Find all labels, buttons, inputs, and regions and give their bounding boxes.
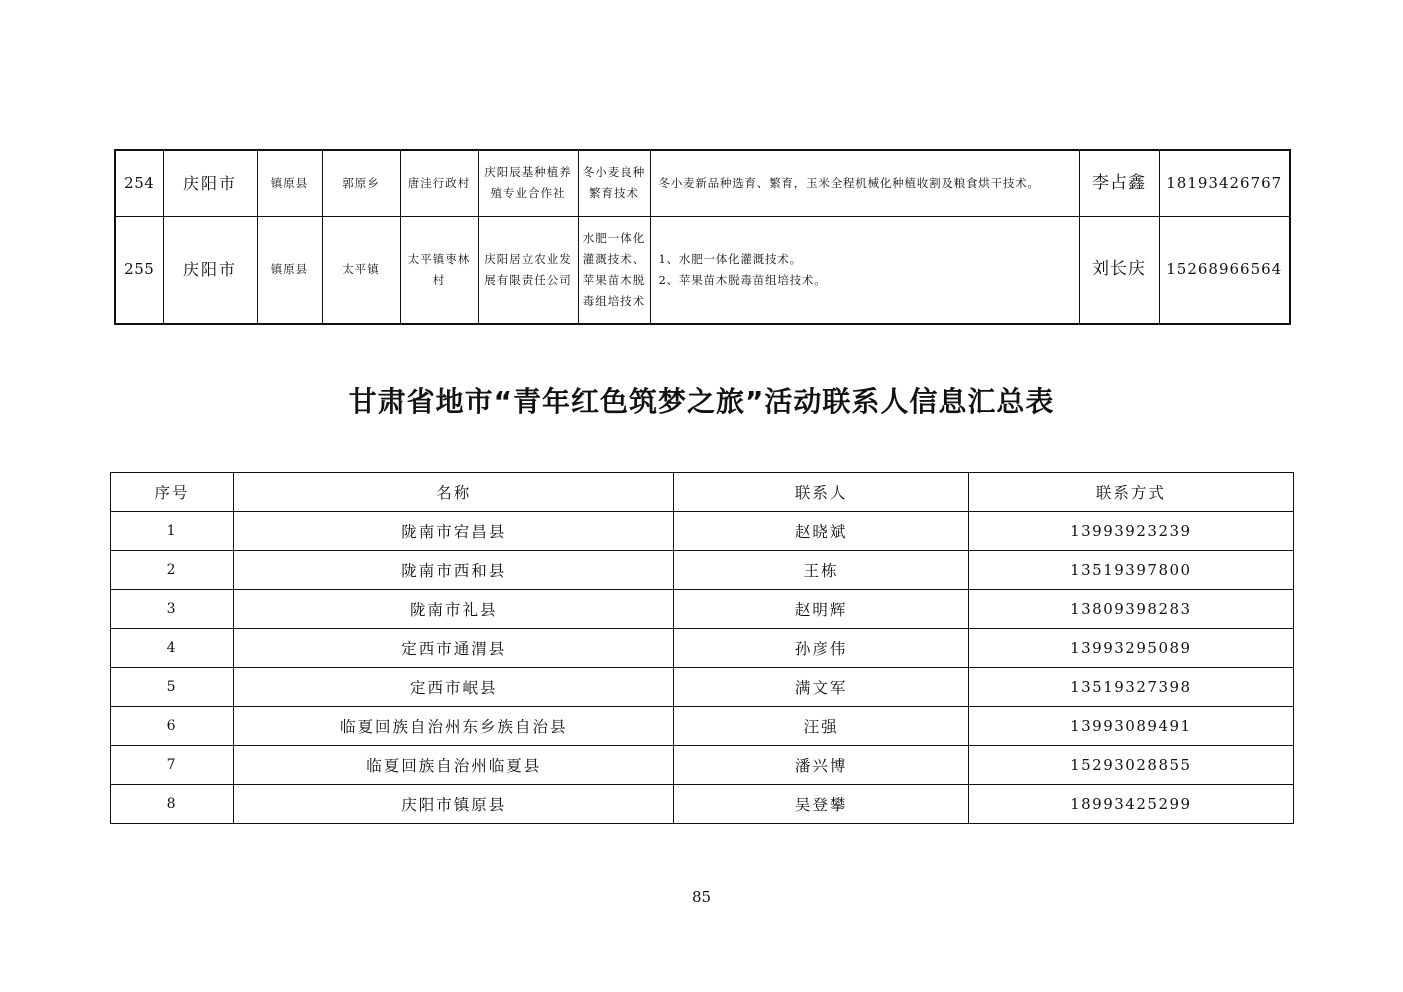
header-seq: 序号 [111,473,234,512]
seq-cell: 7 [111,746,234,785]
name-cell: 临夏回族自治州临夏县 [234,746,674,785]
seq-cell: 4 [111,629,234,668]
table-row [111,551,1294,590]
contact-cell: 孙彦伟 [674,629,968,668]
county-cell: 镇原县 [257,150,322,216]
page-number: 85 [691,888,712,906]
seq-cell: 3 [111,590,234,629]
county-cell: 镇原县 [257,216,322,324]
phone-cell: 18993425299 [968,785,1293,824]
name-cell: 定西市通渭县 [234,629,674,668]
phone-cell: 13993295089 [968,629,1293,668]
technology-cell: 水肥一体化灌溉技术、苹果苗木脱毒组培技术 [578,216,650,324]
name-cell: 陇南市礼县 [234,590,674,629]
seq-cell: 5 [111,668,234,707]
contact-person-cell: 李占鑫 [1079,150,1159,216]
phone-cell: 15293028855 [968,746,1293,785]
organization-cell: 庆阳居立农业发展有限责任公司 [478,216,578,324]
description-cell [650,150,1079,216]
document-title: 甘肃省地市“青年红色筑梦之旅”活动联系人信息汇总表 [348,385,1055,418]
name-cell: 陇南市西和县 [234,551,674,590]
name-cell: 定西市岷县 [234,668,674,707]
phone-cell: 13519327398 [968,668,1293,707]
name-cell: 临夏回族自治州东乡族自治县 [234,707,674,746]
table-row [111,629,1294,668]
table-row [115,150,1290,216]
city-cell: 庆阳市 [163,216,257,324]
phone-cell: 18193426767 [1159,150,1290,216]
description-cell [650,216,1079,324]
description-line: 2、苹果苗木脱毒苗组培技术。 [658,272,827,287]
name-cell: 陇南市宕昌县 [234,512,674,551]
header-name: 名称 [234,473,674,512]
seq-cell: 1 [111,512,234,551]
contact-cell: 满文军 [674,668,968,707]
header-phone: 联系方式 [968,473,1293,512]
project-table [114,149,1291,325]
contact-cell: 汪强 [674,707,968,746]
city-cell: 庆阳市 [163,150,257,216]
contact-cell: 潘兴博 [674,746,968,785]
phone-cell: 15268966564 [1159,216,1290,324]
header-contact: 联系人 [674,473,968,512]
town-cell: 郭原乡 [322,150,400,216]
row-number: 254 [115,150,163,216]
seq-cell: 2 [111,551,234,590]
table-header-row [111,473,1294,512]
row-number: 255 [115,216,163,324]
contact-summary-table [110,472,1294,824]
seq-cell: 6 [111,707,234,746]
description-line: 冬小麦新品种选育、繁育，玉米全程机械化种植收割及粮食烘干技术。 [658,175,1040,190]
table-row [111,590,1294,629]
table-row [111,746,1294,785]
contact-cell: 王栋 [674,551,968,590]
phone-cell: 13993089491 [968,707,1293,746]
table-row [111,707,1294,746]
table-row [111,785,1294,824]
phone-cell: 13809398283 [968,590,1293,629]
table-row [115,216,1290,324]
table-row [111,668,1294,707]
village-cell: 唐洼行政村 [400,150,478,216]
contact-person-cell: 刘长庆 [1079,216,1159,324]
technology-cell: 冬小麦良种繁育技术 [578,150,650,216]
seq-cell: 8 [111,785,234,824]
town-cell: 太平镇 [322,216,400,324]
description-line: 1、水肥一体化灌溉技术。 [658,251,802,266]
contact-cell: 赵晓斌 [674,512,968,551]
name-cell: 庆阳市镇原县 [234,785,674,824]
table-row [111,512,1294,551]
contact-cell: 吴登攀 [674,785,968,824]
village-cell: 太平镇枣林村 [400,216,478,324]
phone-cell: 13519397800 [968,551,1293,590]
organization-cell: 庆阳辰基种植养殖专业合作社 [478,150,578,216]
contact-cell: 赵明辉 [674,590,968,629]
phone-cell: 13993923239 [968,512,1293,551]
